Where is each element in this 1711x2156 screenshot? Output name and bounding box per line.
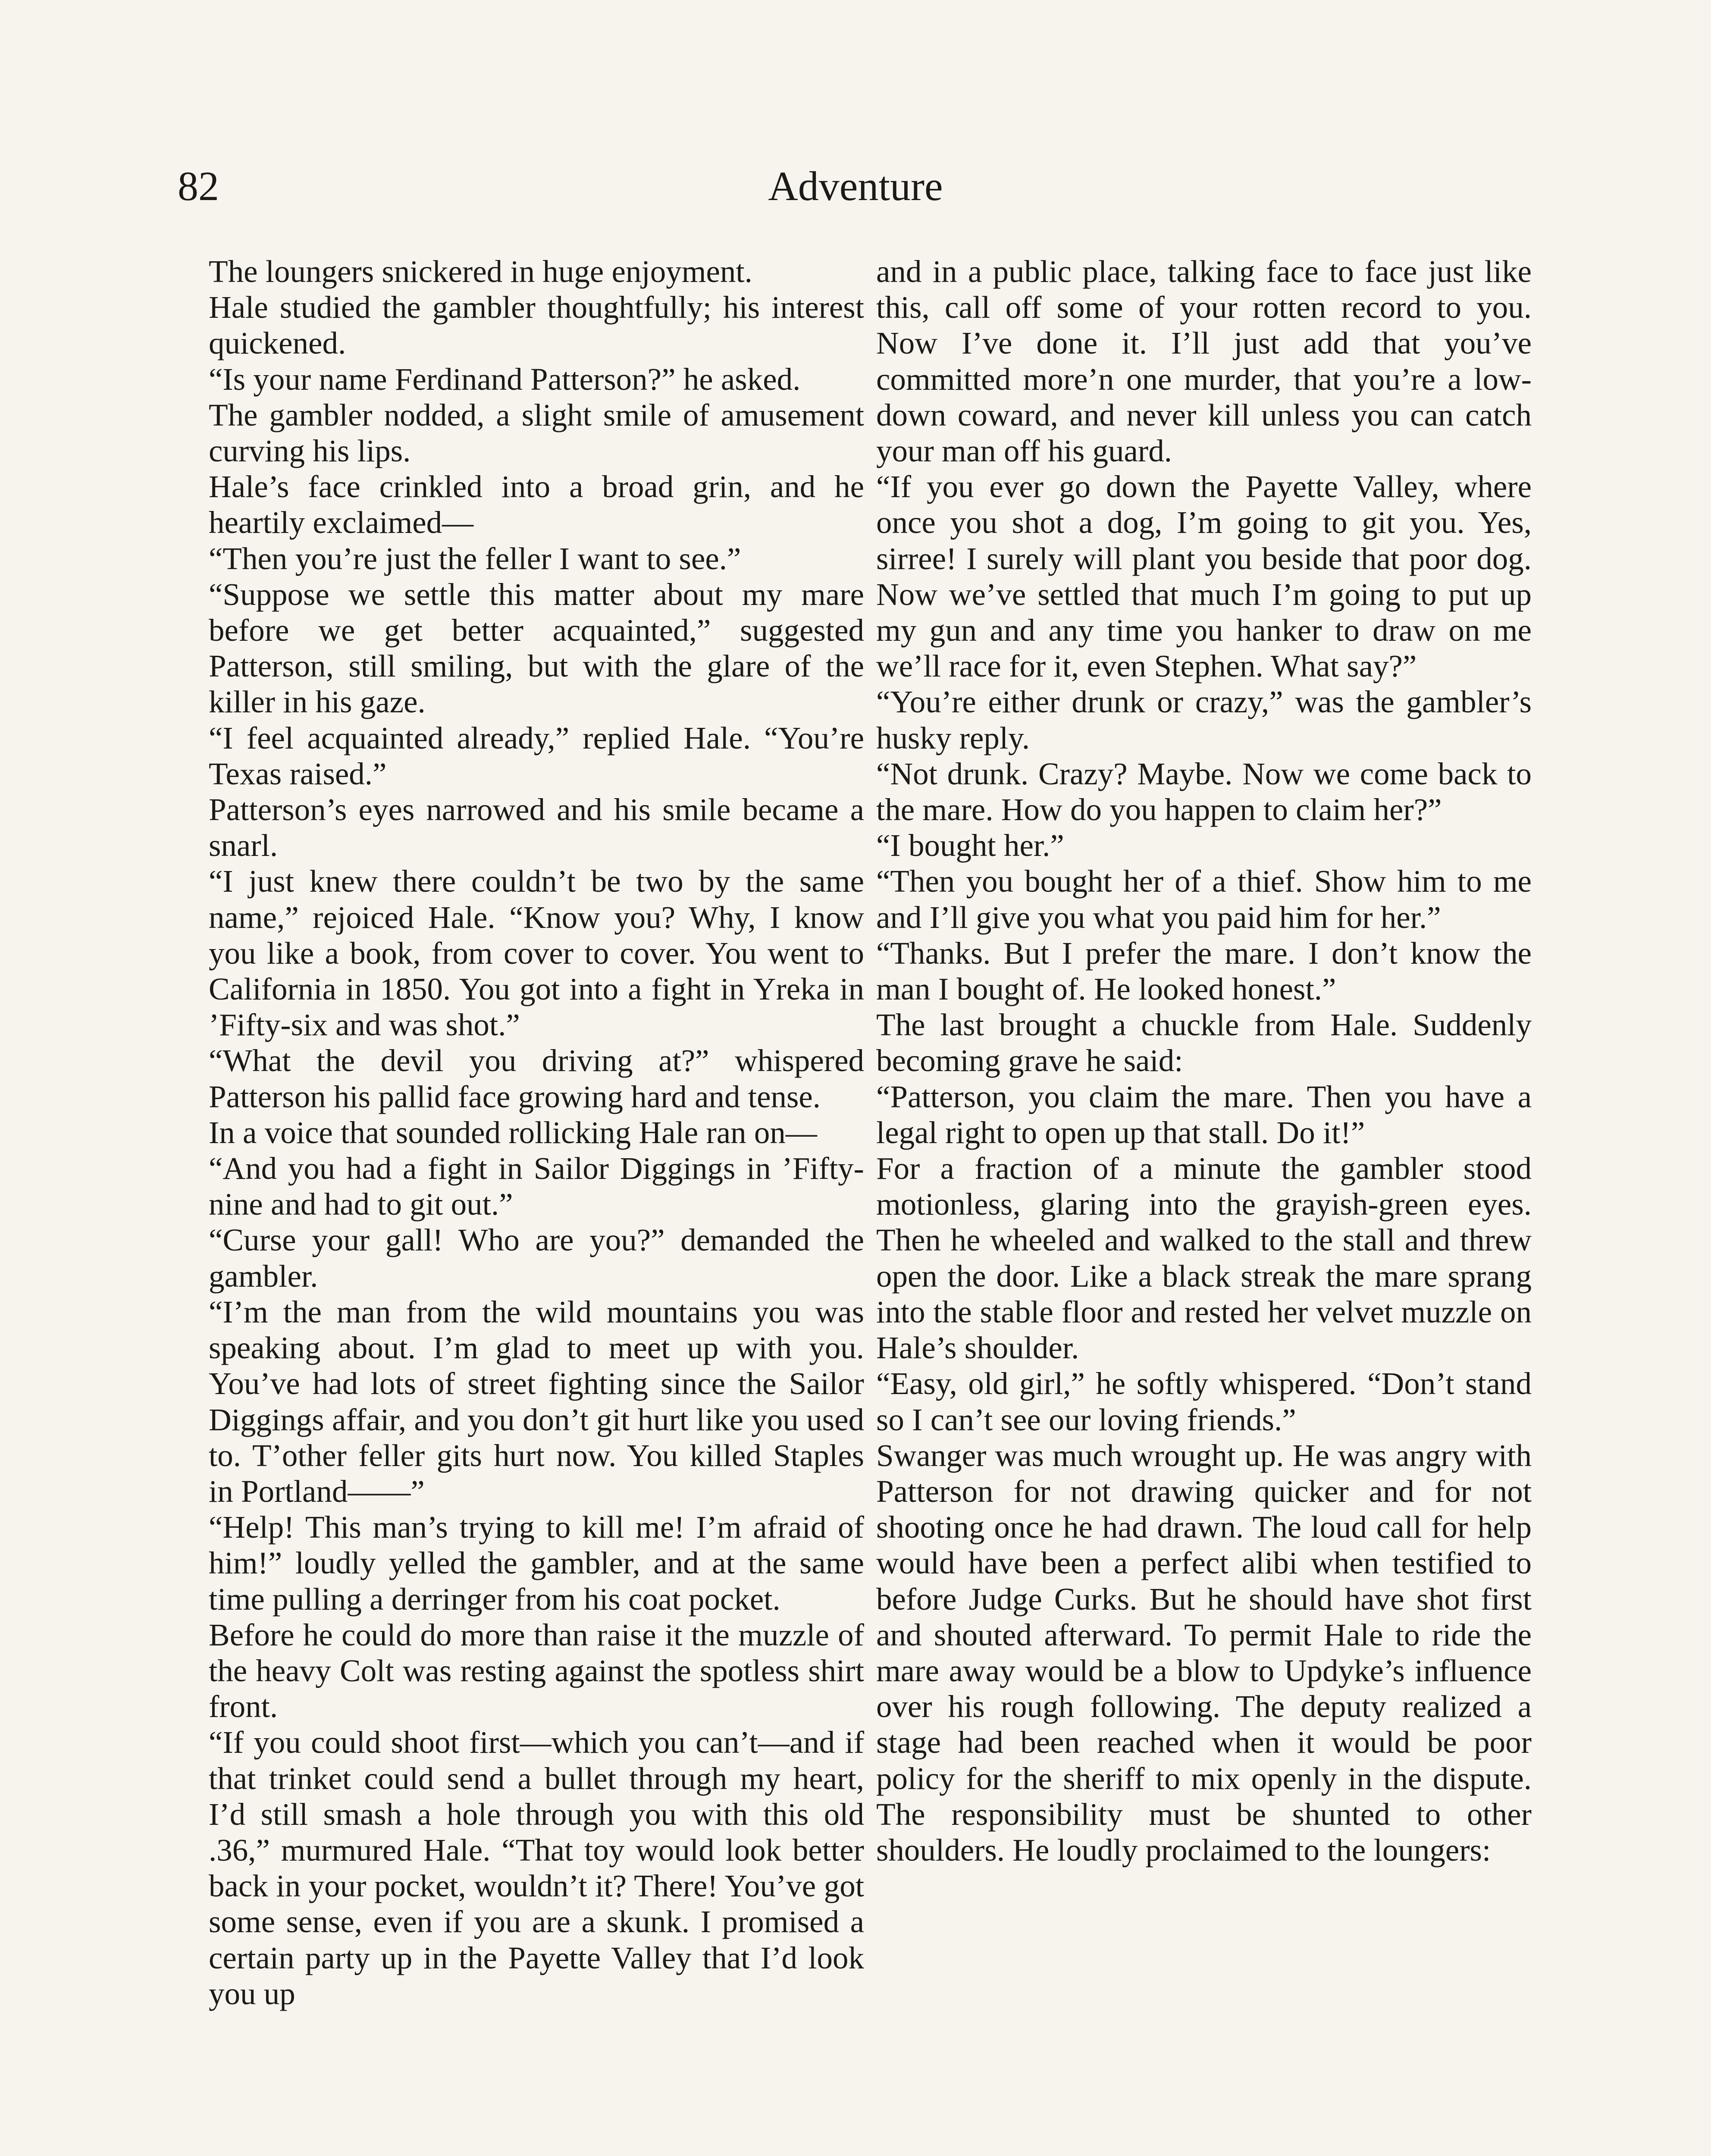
paragraph: Swanger was much wrought up. He was angry with Patterson for not drawing quicker and for not shooting once he had drawn. The loud call for help would have been a perfect alibi when testified to before Judge Curks. But he should have shot first and shouted afterward. To permit Hale to ride the mare away would be a blow to Updyke’s influence over his rough following. The deputy realized a stage had been reached when it would be poor policy for the sheriff to mix openly in the dispute. The responsibility must be shunted to other shoulders. He loudly proclaimed to the loungers: [876, 1438, 1532, 1868]
paragraph: Before he could do more than raise it the muzzle of the heavy Colt was resting against the spotless shirt front. [209, 1617, 864, 1724]
paragraph: The last brought a chuckle from Hale. Suddenly becoming grave he said: [876, 1007, 1532, 1078]
paragraph: “Patterson, you claim the mare. Then you have a legal right to open up that stall. Do it!” [876, 1079, 1532, 1150]
paragraph: “Not drunk. Crazy? Maybe. Now we come back to the mare. How do you happen to claim her?” [876, 756, 1532, 827]
left-text-column [209, 254, 864, 2012]
paragraph: “And you had a fight in Sailor Diggings in ’Fifty-nine and had to git out.” [209, 1151, 864, 1222]
right-text-column [876, 254, 1532, 1868]
paragraph: The loungers snickered in huge enjoyment. [209, 254, 752, 289]
paragraph: “I feel acquainted already,” replied Hale. “You’re Texas raised.” [209, 720, 864, 791]
paragraph: “If you could shoot first—which you can’t—and if that trinket could send a bullet through my heart, I’d still smash a hole through you with this old .36,” murmured Hale. “That toy would look better back in your pocket, wouldn’t it? There! You’ve got some sense, even if you are a skunk. I promised a certain party up in the Payette Valley that I’d look you up [209, 1725, 864, 2011]
paragraph: Hale studied the gambler thoughtfully; his interest quickened. [209, 290, 864, 361]
paragraph: “If you ever go down the Payette Valley, where once you shot a dog, I’m going to git you. Yes, sirree! I surely will plant you beside that poor dog. Now we’ve settled that much I’m going to put up my gun and any time you hanker to draw on me we’ll race for it, even Stephen. What say?” [876, 469, 1532, 684]
paragraph: “I’m the man from the wild mountains you was speaking about. I’m glad to meet up with you. You’ve had lots of street fighting since the Sailor Diggings affair, and you don’t git hurt like you used to. T’other feller gits hurt now. You killed Staples in Portland——” [209, 1294, 864, 1509]
paragraph: “I just knew there couldn’t be two by the same name,” rejoiced Hale. “Know you? Why, I know you like a book, from cover to cover. You went to California in 1850. You got into a fight in Yreka in ’Fifty-six and was shot.” [209, 864, 864, 1043]
paragraph: Hale’s face crinkled into a broad grin, and he heartily exclaimed— [209, 469, 864, 540]
paragraph: “Help! This man’s trying to kill me! I’m afraid of him!” loudly yelled the gambler, and at the same time pulling a derringer from his coat pocket. [209, 1510, 864, 1617]
page-number: 82 [178, 163, 219, 209]
paragraph: The gambler nodded, a slight smile of amusement curving his lips. [209, 397, 864, 469]
paragraph: “Easy, old girl,” he softly whispered. “Don’t stand so I can’t see our loving friends.” [876, 1366, 1532, 1437]
paragraph: “Suppose we settle this matter about my mare before we get better acquainted,” suggested Patterson, still smiling, but with the glare of the killer in his gaze. [209, 577, 864, 720]
paragraph: “Thanks. But I prefer the mare. I don’t know the man I bought of. He looked honest.” [876, 935, 1532, 1007]
paragraph: “I bought her.” [876, 828, 1064, 863]
paragraph: For a fraction of a minute the gambler stood motionless, glaring into the grayish-green eyes. Then he wheeled and walked to the stall and threw open the door. Like a black streak the mare sprang into the stable floor and rested her velvet muzzle on Hale’s shoulder. [876, 1151, 1532, 1366]
paragraph: “What the devil you driving at?” whispered Patterson his pallid face growing hard and tense. [209, 1043, 864, 1114]
paragraph: and in a public place, talking face to face just like this, call off some of your rotten record to you. Now I’ve done it. I’ll just add that you’ve committed more’n one murder, that you’re a low-down coward, and never kill unless you can catch your man off his guard. [876, 254, 1532, 469]
paragraph: In a voice that sounded rollicking Hale ran on— [209, 1115, 817, 1150]
paragraph: “You’re either drunk or crazy,” was the gambler’s husky reply. [876, 684, 1532, 755]
paragraph: “Is your name Ferdinand Patterson?” he asked. [209, 361, 801, 397]
paragraph: Patterson’s eyes narrowed and his smile became a snarl. [209, 792, 864, 863]
paragraph: “Curse your gall! Who are you?” demanded the gambler. [209, 1222, 864, 1294]
paragraph: “Then you’re just the feller I want to see.” [209, 541, 741, 576]
running-head: Adventure [768, 163, 943, 209]
paragraph: “Then you bought her of a thief. Show him to me and I’ll give you what you paid him for her.” [876, 864, 1532, 935]
